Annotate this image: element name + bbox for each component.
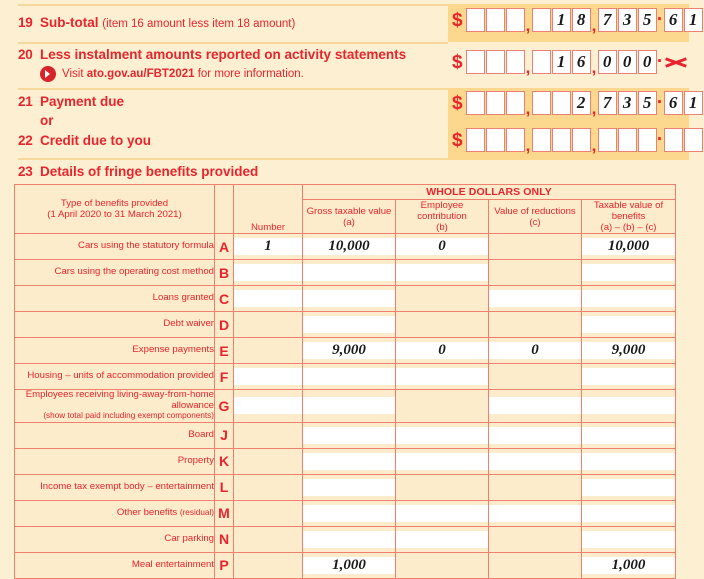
cell-value [396, 557, 488, 574]
benefit-type-label: Cars using the operating cost method [15, 260, 215, 286]
cell-value [396, 479, 488, 496]
benefit-type-label [15, 390, 215, 423]
table-row [15, 234, 676, 260]
cell-value [303, 531, 395, 548]
cent-box[interactable] [684, 128, 703, 152]
column-header-a [303, 200, 396, 234]
item-21-or-label: or [40, 113, 54, 128]
row-letter-e: E [215, 338, 234, 364]
col-d-line2: (a) – (b) – (c) [600, 222, 657, 233]
taxable-value-field-a[interactable] [582, 234, 676, 260]
col-c-line2: (c) [529, 216, 541, 228]
value-of-reductions-field-b [489, 260, 582, 286]
digit-box[interactable] [638, 128, 657, 152]
cent-box[interactable]: 1 [684, 91, 703, 115]
fringe-benefits-table [14, 184, 676, 579]
benefit-type-label: Expense payments [15, 338, 215, 364]
digit-box[interactable]: 3 [618, 91, 637, 115]
cent-box[interactable]: 6 [664, 8, 683, 32]
digit-box[interactable]: 1 [552, 8, 571, 32]
row-letter-d: D [215, 312, 234, 338]
items-19-22-region [0, 0, 698, 164]
digit-box[interactable]: 0 [618, 50, 637, 74]
number-field-p [234, 552, 303, 578]
value-of-reductions-field-n [489, 526, 582, 552]
item-23-number: 23 [18, 164, 33, 179]
item-19-label: Sub-total [40, 15, 99, 30]
taxable-value-field-d[interactable] [582, 312, 676, 338]
cell-value [582, 479, 675, 496]
cell-value: 9,000 [582, 342, 675, 359]
note-suffix: for more information. [194, 68, 304, 80]
digit-box[interactable] [466, 128, 485, 152]
cell-value [489, 290, 581, 307]
divider-19-20 [18, 42, 448, 44]
type-header-line2: (1 April 2020 to 31 March 2021) [47, 209, 182, 220]
col-d-line1: Taxable value of benefits [593, 200, 664, 222]
item-22-label: Credit due to you [40, 133, 151, 148]
gross-taxable-value-field-c[interactable] [303, 286, 396, 312]
decimal-point: · [656, 92, 664, 113]
decimal-point: · [656, 129, 664, 150]
cell-value [396, 427, 488, 444]
cell-value [396, 531, 488, 548]
item-20-label: Less instalment amounts reported on activity statements [40, 47, 407, 62]
gross-taxable-value-field-f[interactable] [303, 364, 396, 390]
digit-box[interactable] [552, 128, 571, 152]
cell-value [489, 238, 581, 255]
row-letter-a: A [215, 234, 234, 260]
number-field-b[interactable] [234, 260, 303, 286]
value-of-reductions-field-g[interactable] [489, 390, 582, 423]
cell-value [234, 397, 302, 414]
digit-box[interactable] [486, 50, 505, 74]
cell-value: 1,000 [582, 557, 675, 574]
decimal-point: · [656, 51, 664, 72]
cell-value [489, 479, 581, 496]
col-c-line1: Value of reductions [494, 205, 576, 217]
digit-box[interactable] [506, 128, 525, 152]
value-of-reductions-field-p [489, 552, 582, 578]
row-letter-k: K [215, 448, 234, 474]
benefit-type-label: Cars using the statutory formula [15, 234, 215, 260]
cell-value [489, 427, 581, 444]
cell-value: 9,000 [303, 342, 395, 359]
whole-dollars-only-header: WHOLE DOLLARS ONLY [303, 185, 676, 200]
cell-value: 0 [396, 342, 488, 359]
column-header-d [582, 200, 676, 234]
cell-value [582, 427, 675, 444]
gross-taxable-value-field-n[interactable] [303, 526, 396, 552]
number-field-g[interactable] [234, 390, 303, 423]
taxable-value-field-c[interactable] [582, 286, 676, 312]
benefit-type-label-text: Employees receiving living-away-from-home allowance [25, 389, 214, 411]
table-row [15, 260, 676, 286]
cell-value [303, 427, 395, 444]
digit-box[interactable] [486, 128, 505, 152]
employee-contribution-field-l [396, 474, 489, 500]
employee-contribution-field-a[interactable] [396, 234, 489, 260]
number-field-j [234, 422, 303, 448]
number-field-k [234, 448, 303, 474]
benefit-type-sublabel: (residual) [179, 507, 214, 517]
taxable-value-field-m[interactable] [582, 500, 676, 526]
benefit-type-label: Debt waiver [15, 312, 215, 338]
number-field-n [234, 526, 303, 552]
thousand-separator: , [591, 99, 597, 118]
row-letter-m: M [215, 500, 234, 526]
cell-value [234, 557, 302, 574]
digit-box[interactable] [572, 128, 591, 152]
cell-value [303, 290, 395, 307]
item-19-row [18, 15, 295, 32]
cell-value [234, 342, 302, 359]
type-header-line1: Type of benefits provided [60, 198, 169, 209]
cell-value [234, 368, 302, 385]
cell-value [582, 264, 675, 281]
cell-value [396, 316, 488, 333]
cell-value [582, 531, 675, 548]
benefit-type-sublabel: (show total paid including exempt components) [43, 411, 214, 420]
table-row [15, 500, 676, 526]
employee-contribution-field-e[interactable] [396, 338, 489, 364]
digit-box[interactable] [466, 8, 485, 32]
table-body [15, 234, 676, 579]
cent-box[interactable]: 6 [664, 91, 683, 115]
cell-value [396, 264, 488, 281]
table-row [15, 448, 676, 474]
item-22-number: 22 [18, 133, 33, 148]
cell-value [303, 264, 395, 281]
divider-22-23 [18, 158, 448, 160]
number-field-d [234, 312, 303, 338]
number-field-m [234, 500, 303, 526]
col-a-line1: Gross taxable value [306, 205, 392, 217]
value-of-reductions-field-l [489, 474, 582, 500]
item-20-label-group [40, 47, 406, 82]
digit-box[interactable]: 5 [638, 8, 657, 32]
benefit-type-label-text: Other benefits [116, 506, 180, 518]
cell-value [582, 505, 675, 522]
taxable-value-field-e[interactable] [582, 338, 676, 364]
cell-value: 10,000 [582, 238, 675, 255]
letter-header-cell [215, 185, 234, 234]
cell-value [489, 453, 581, 470]
item-21-number: 21 [18, 94, 33, 109]
employee-contribution-field-m[interactable] [396, 500, 489, 526]
note-prefix: Visit [62, 68, 87, 80]
digit-box[interactable] [486, 91, 505, 115]
gross-taxable-value-field-e[interactable] [303, 338, 396, 364]
cell-value [582, 397, 675, 414]
dollar-sign-icon: $ [452, 51, 463, 73]
type-header-cell [15, 185, 215, 234]
cell-value [489, 397, 581, 414]
value-of-reductions-field-j[interactable] [489, 422, 582, 448]
taxable-value-field-j[interactable] [582, 422, 676, 448]
item-20-number: 20 [18, 47, 33, 62]
row-letter-n: N [215, 526, 234, 552]
dollar-sign-icon: $ [452, 129, 463, 151]
taxable-value-field-k[interactable] [582, 448, 676, 474]
digit-box[interactable]: 8 [572, 8, 591, 32]
benefit-type-label [15, 500, 215, 526]
cell-value [234, 453, 302, 470]
column-header-b [396, 200, 489, 234]
employee-contribution-field-n[interactable] [396, 526, 489, 552]
thousand-separator: , [525, 99, 531, 118]
row-letter-g: G [215, 390, 234, 423]
row-letter-c: C [215, 286, 234, 312]
cell-value [489, 557, 581, 574]
gross-taxable-value-field-l[interactable] [303, 474, 396, 500]
divider-top [18, 4, 448, 6]
col-b-line2: (b) [436, 222, 448, 233]
cell-value [234, 479, 302, 496]
item-20-row [18, 47, 406, 82]
value-of-reductions-field-k[interactable] [489, 448, 582, 474]
item-21-money-field[interactable] [452, 91, 704, 118]
table-row [15, 526, 676, 552]
digit-box[interactable]: 7 [598, 8, 617, 32]
employee-contribution-field-f[interactable] [396, 364, 489, 390]
table-row [15, 312, 676, 338]
taxable-value-field-n[interactable] [582, 526, 676, 552]
cell-value [303, 505, 395, 522]
item-19-label-group [40, 15, 295, 32]
digit-box[interactable] [552, 91, 571, 115]
value-of-reductions-field-d [489, 312, 582, 338]
decimal-point: · [656, 9, 664, 30]
cell-value [234, 290, 302, 307]
cell-value [489, 505, 581, 522]
benefit-type-label: Housing – units of accommodation provided [15, 364, 215, 390]
thousand-separator: , [525, 136, 531, 155]
cell-value: 0 [489, 342, 581, 359]
table-row [15, 364, 676, 390]
thousand-separator: , [591, 58, 597, 77]
number-field-c[interactable] [234, 286, 303, 312]
digit-box[interactable] [506, 91, 525, 115]
cell-value [303, 316, 395, 333]
item-20-money-field[interactable] [452, 50, 688, 77]
cell-value [489, 316, 581, 333]
digit-box[interactable] [486, 8, 505, 32]
employee-contribution-field-p [396, 552, 489, 578]
cell-value [489, 368, 581, 385]
taxable-value-field-f[interactable] [582, 364, 676, 390]
gross-taxable-value-field-m[interactable] [303, 500, 396, 526]
value-of-reductions-field-e[interactable] [489, 338, 582, 364]
digit-box[interactable] [598, 128, 617, 152]
employee-contribution-field-c [396, 286, 489, 312]
benefit-type-label: Car parking [15, 526, 215, 552]
cell-value [303, 479, 395, 496]
digit-box[interactable] [466, 50, 485, 74]
cell-value [489, 531, 581, 548]
taxable-value-field-b[interactable] [582, 260, 676, 286]
cell-value [234, 427, 302, 444]
table-row [15, 552, 676, 578]
employee-contribution-field-j[interactable] [396, 422, 489, 448]
cell-value [396, 397, 488, 414]
benefit-type-label: Meal entertainment [15, 552, 215, 578]
digit-box[interactable]: 0 [638, 50, 657, 74]
cell-value: 1 [234, 238, 302, 255]
digit-box[interactable] [506, 50, 525, 74]
cent-box[interactable]: 1 [684, 8, 703, 32]
taxable-value-field-g[interactable] [582, 390, 676, 423]
thousand-separator: , [591, 16, 597, 35]
employee-contribution-field-g [396, 390, 489, 423]
taxable-value-field-l[interactable] [582, 474, 676, 500]
item-23-label: Details of fringe benefits provided [40, 164, 259, 179]
table-row [15, 390, 676, 423]
table-row [15, 338, 676, 364]
benefit-type-label: Property [15, 448, 215, 474]
cell-value [303, 368, 395, 385]
number-field-f[interactable] [234, 364, 303, 390]
thousand-separator: , [525, 58, 531, 77]
digit-box[interactable]: 0 [598, 50, 617, 74]
item-22-row [18, 133, 151, 148]
taxable-value-field-p[interactable] [582, 552, 676, 578]
arrow-right-circle-icon [40, 66, 56, 82]
cell-value [234, 531, 302, 548]
row-letter-f: F [215, 364, 234, 390]
cell-value [396, 453, 488, 470]
dollar-sign-icon: $ [452, 92, 463, 114]
digit-box[interactable] [532, 91, 551, 115]
number-field-l [234, 474, 303, 500]
table-row [15, 286, 676, 312]
benefit-type-label: Board [15, 422, 215, 448]
gross-taxable-value-field-d[interactable] [303, 312, 396, 338]
number-header-cell: Number [234, 185, 303, 234]
item-20-note [40, 66, 406, 82]
row-letter-b: B [215, 260, 234, 286]
cell-value [234, 316, 302, 333]
cell-value [303, 453, 395, 470]
digit-box[interactable]: 6 [572, 50, 591, 74]
thousand-separator: , [591, 136, 597, 155]
item-19-paren: (item 16 amount less item 18 amount) [102, 18, 296, 30]
employee-contribution-field-b[interactable] [396, 260, 489, 286]
cell-value [582, 290, 675, 307]
col-a-line2: (a) [343, 216, 355, 228]
benefit-type-label: Income tax exempt body – entertainment [15, 474, 215, 500]
row-letter-j: J [215, 422, 234, 448]
row-letter-l: L [215, 474, 234, 500]
cell-value [303, 397, 395, 414]
digit-box[interactable]: 2 [572, 91, 591, 115]
cell-value: 10,000 [303, 238, 395, 255]
whole-dollars-header-row [15, 185, 676, 200]
cell-value [234, 264, 302, 281]
digit-box[interactable] [532, 8, 551, 32]
cell-value: 1,000 [303, 557, 395, 574]
gross-taxable-value-field-j[interactable] [303, 422, 396, 448]
digit-box[interactable] [618, 128, 637, 152]
item-19-number: 19 [18, 15, 33, 30]
divider-20-21 [18, 88, 448, 90]
row-letter-p: P [215, 552, 234, 578]
digit-box[interactable] [532, 50, 551, 74]
item-21-label: Payment due [40, 94, 125, 109]
cents-crossed-out-icon [664, 50, 688, 74]
cell-value [396, 290, 488, 307]
col-b-line1: Employee contribution [417, 200, 467, 222]
table-header [15, 185, 676, 234]
employee-contribution-field-d [396, 312, 489, 338]
value-of-reductions-field-m[interactable] [489, 500, 582, 526]
gross-taxable-value-field-a[interactable] [303, 234, 396, 260]
value-of-reductions-field-f [489, 364, 582, 390]
digit-box[interactable]: 5 [638, 91, 657, 115]
gross-taxable-value-field-g[interactable] [303, 390, 396, 423]
table-row [15, 422, 676, 448]
item-21-row [18, 94, 124, 109]
gross-taxable-value-field-p[interactable] [303, 552, 396, 578]
digit-box[interactable] [466, 91, 485, 115]
digit-box[interactable]: 3 [618, 8, 637, 32]
gross-taxable-value-field-b[interactable] [303, 260, 396, 286]
employee-contribution-field-k[interactable] [396, 448, 489, 474]
cell-value [396, 368, 488, 385]
cell-value: 0 [396, 238, 488, 255]
cell-value [582, 453, 675, 470]
cent-box[interactable] [664, 128, 683, 152]
item-23-heading [18, 164, 258, 179]
ato-link[interactable]: ato.gov.au/FBT2021 [86, 68, 195, 80]
dollar-sign-icon: $ [452, 9, 463, 31]
cell-value [234, 505, 302, 522]
digit-box[interactable]: 1 [552, 50, 571, 74]
cell-value [582, 316, 675, 333]
number-field-e [234, 338, 303, 364]
item-19-money-field[interactable] [452, 8, 704, 35]
gross-taxable-value-field-k[interactable] [303, 448, 396, 474]
item-22-money-field[interactable] [452, 128, 704, 155]
benefit-type-label: Loans granted [15, 286, 215, 312]
column-header-c [489, 200, 582, 234]
thousand-separator: , [525, 16, 531, 35]
cell-value [489, 264, 581, 281]
item-20-note-text [62, 68, 304, 80]
digit-box[interactable] [532, 128, 551, 152]
cell-value [396, 505, 488, 522]
value-of-reductions-field-a [489, 234, 582, 260]
cell-value [582, 368, 675, 385]
table-row [15, 474, 676, 500]
digit-box[interactable]: 7 [598, 91, 617, 115]
value-of-reductions-field-c[interactable] [489, 286, 582, 312]
number-field-a[interactable] [234, 234, 303, 260]
digit-box[interactable] [506, 8, 525, 32]
